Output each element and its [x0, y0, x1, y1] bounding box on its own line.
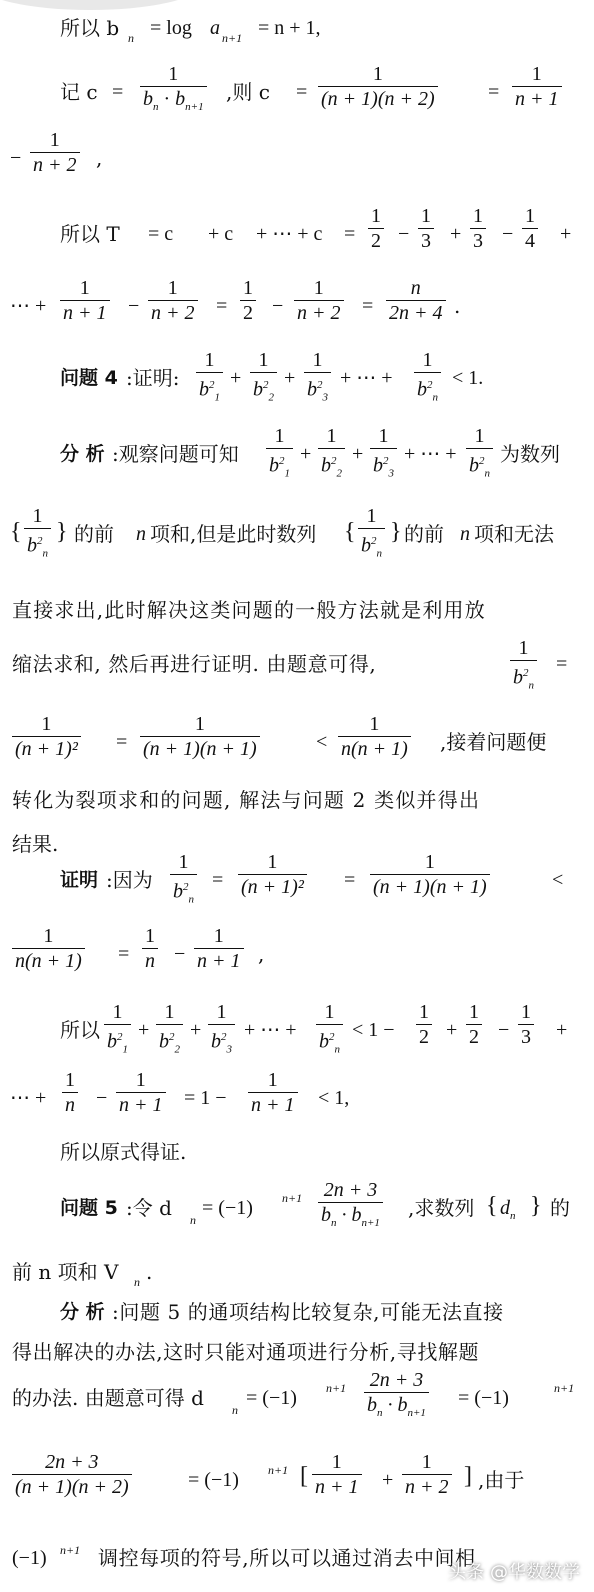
- text: ,由于: [478, 1468, 525, 1492]
- text: 直接求出,此时解决这类问题的一般方法就是利用放: [12, 598, 486, 622]
- analysis-4-line4: [0, 637, 594, 696]
- fraction: $\frac{1}{b^2_n}$: [170, 850, 197, 912]
- text: 所以原式得证.: [60, 1140, 187, 1164]
- fraction: $\frac{1}{b^2_2}$: [318, 424, 345, 486]
- fraction: $\frac{1}{n + 2}$: [402, 1450, 452, 1499]
- fraction: $\frac{1}{b^2_1}$: [104, 1000, 131, 1062]
- text: = log: [150, 17, 192, 39]
- fraction: $\frac{1}{n + 1}$: [116, 1068, 166, 1117]
- text: = (−1): [188, 1469, 239, 1491]
- text: −: [502, 223, 514, 245]
- line-cn-def: [0, 62, 594, 122]
- text: 项和无法: [474, 522, 554, 546]
- text: −: [498, 1019, 510, 1041]
- subscript: n: [232, 1403, 238, 1417]
- fraction: $\frac{1}{n + 2}$: [30, 128, 80, 177]
- text: 所以: [60, 1018, 100, 1042]
- text: +: [138, 1019, 150, 1041]
- text: =: [344, 869, 356, 891]
- proof-line1: [0, 850, 594, 906]
- fraction: $\frac{2n + 3}{b_n \cdot b_{n+1}}$: [364, 1368, 429, 1425]
- text: ,: [96, 146, 103, 170]
- text: ,则 c: [226, 80, 270, 104]
- text: = 1 −: [184, 1087, 227, 1109]
- fraction: $\frac{1}{b_n \cdot b_{n+1}}$: [140, 62, 207, 119]
- text: + ⋯ +: [244, 1019, 297, 1041]
- text: +: [352, 443, 364, 465]
- question-label: 问题 5: [60, 1197, 118, 1219]
- fraction: $\frac{n}{2n + 4}$: [386, 276, 446, 325]
- text: −: [10, 147, 22, 169]
- text: :因为: [106, 868, 153, 892]
- fraction: $\frac{2n + 3}{b_n \cdot b_{n+1}}$: [318, 1178, 383, 1235]
- text: +: [190, 1019, 202, 1041]
- proof-line3: [0, 1000, 594, 1056]
- text: 所以 T: [60, 222, 120, 246]
- fraction: $\frac{1}{\text{(n + 1)²}}$: [12, 712, 81, 761]
- brace: {: [10, 519, 22, 545]
- text: + ⋯ +: [340, 367, 393, 389]
- text: ⋯ +: [10, 295, 47, 317]
- text: a: [210, 17, 220, 39]
- text: :问题 5 的通项结构比较复杂,可能无法直接: [112, 1300, 504, 1324]
- fraction: $\frac{1}{b^2_n}$: [316, 1000, 343, 1062]
- analysis-4-line5: [0, 712, 594, 768]
- text: +: [446, 1019, 458, 1041]
- line-minus: [0, 128, 594, 184]
- fraction: $\frac{1}{n + 2}$: [294, 276, 344, 325]
- proof-label: 证明: [60, 869, 99, 891]
- fraction: $\frac{1}{b^2_3}$: [304, 348, 331, 410]
- text: < 1,: [318, 1087, 350, 1109]
- text: 所以 b: [60, 16, 120, 40]
- text: =: [212, 869, 224, 891]
- subscript: n: [190, 1213, 196, 1227]
- fraction: $\frac{1}{n}$: [142, 924, 158, 973]
- fraction: $\frac{1}{n + 1}$: [512, 62, 562, 111]
- subscript: n: [134, 1275, 140, 1289]
- text: + ⋯ +: [404, 443, 457, 465]
- fraction: $\frac{1}{(n + 1)(n + 2)}$: [318, 62, 438, 111]
- text: +: [382, 1469, 394, 1491]
- text: =: [116, 731, 128, 753]
- text: :观察问题可知: [112, 442, 239, 466]
- line-Tn: [0, 204, 594, 260]
- fraction: $\frac{1}{3}$: [418, 204, 434, 253]
- fraction: $\frac{1}{n(n + 1)}$: [12, 924, 85, 973]
- analysis-4-line1: [0, 424, 594, 484]
- text: −: [272, 295, 284, 317]
- fraction: $\frac{1}{b^2_n}$: [24, 504, 51, 566]
- fraction: $\frac{1}{3}$: [470, 204, 486, 253]
- fraction: $\frac{1}{3}$: [518, 1000, 534, 1049]
- text: 的前: [404, 522, 444, 546]
- question-label: 问题 4: [60, 367, 118, 389]
- text: <: [552, 869, 564, 891]
- text: =: [118, 943, 130, 965]
- text: =: [112, 81, 124, 103]
- fraction: $\frac{1}{(n + 1)(n + 1)}$: [370, 850, 490, 899]
- brace: }: [530, 1193, 542, 1219]
- text: = (−1): [246, 1387, 297, 1409]
- text: ,求数列: [408, 1196, 475, 1220]
- text: ,: [258, 942, 265, 966]
- text: < 1.: [452, 367, 484, 389]
- analysis-label: 分 析: [60, 443, 105, 465]
- fraction: $\frac{1}{2}$: [416, 1000, 432, 1049]
- superscript: n+1: [268, 1463, 289, 1477]
- question-4: [0, 348, 594, 404]
- fraction: $\frac{1}{b^2_2}$: [250, 348, 277, 410]
- superscript: n+1: [554, 1381, 575, 1395]
- text: 记 c: [60, 80, 98, 104]
- fraction: $\frac{2n + 3}{(n + 1)(n + 2)}$: [12, 1450, 132, 1499]
- fraction: $\frac{1}{n + 1}$: [60, 276, 110, 325]
- fraction: $\frac{1}{n + 1}$: [248, 1068, 298, 1117]
- text: +: [560, 223, 572, 245]
- analysis-4-line2: [0, 504, 594, 564]
- text: 得出解决的办法,这时只能对通项进行分析,寻找解题: [12, 1340, 480, 1364]
- text: ⋯ +: [10, 1087, 47, 1109]
- fraction: $\frac{1}{\text{(n + 1)²}}$: [238, 850, 307, 899]
- proof-line2: [0, 924, 594, 980]
- subscript: n+1: [222, 31, 243, 45]
- fraction: $\frac{1}{b^2_1}$: [196, 348, 223, 410]
- text: +: [556, 1019, 568, 1041]
- text: 为数列: [500, 442, 560, 466]
- text: 的办法. 由题意可得 d: [12, 1386, 204, 1410]
- fraction: $\frac{1}{(n + 1)(n + 1)}$: [140, 712, 260, 761]
- text: + c: [208, 223, 234, 245]
- brace: {: [486, 1193, 498, 1219]
- text: −: [398, 223, 410, 245]
- watermark: 头条 @华数数学: [448, 1562, 580, 1583]
- text: :令 d: [126, 1196, 172, 1220]
- text: −: [96, 1087, 108, 1109]
- bracket: [: [300, 1463, 308, 1489]
- fraction: $\frac{1}{b^2_3}$: [370, 424, 397, 486]
- fraction: $\frac{1}{b^2_n}$: [414, 348, 441, 410]
- text: +: [230, 367, 242, 389]
- fraction: $\frac{1}{2}$: [240, 276, 256, 325]
- brace: }: [390, 519, 402, 545]
- text: 转化为裂项求和的问题, 解法与问题 2 类似并得出: [12, 788, 481, 812]
- text: 项和,但是此时数列: [150, 522, 317, 546]
- text: 缩法求和, 然后再进行证明. 由题意可得,: [12, 652, 377, 676]
- fraction: $\frac{1}{b^2_3}$: [208, 1000, 235, 1062]
- text: +: [284, 367, 296, 389]
- brace: {: [344, 519, 356, 545]
- text: =: [344, 223, 356, 245]
- text: n: [460, 523, 470, 545]
- text: =: [488, 81, 500, 103]
- text: +: [300, 443, 312, 465]
- question-5: [0, 1178, 594, 1238]
- line-Tn-result: [0, 276, 594, 332]
- proof-line4: [0, 1068, 594, 1124]
- analysis-label: 分 析: [60, 1301, 105, 1323]
- text: + ⋯ + c: [256, 223, 323, 245]
- fraction: $\frac{1}{n + 2}$: [148, 276, 198, 325]
- text: 调控每项的符号,所以可以通过消去中间相: [98, 1546, 476, 1570]
- text: +: [450, 223, 462, 245]
- text: < 1 −: [352, 1019, 395, 1041]
- subscript: n: [128, 31, 134, 45]
- fraction: $\frac{1}{b^2_1}$: [266, 424, 293, 486]
- text: 的: [550, 1196, 570, 1220]
- text: (−1): [12, 1547, 47, 1569]
- fraction: $\frac{1}{2}$: [368, 204, 384, 253]
- superscript: n+1: [282, 1191, 303, 1205]
- text: 前 n 项和 V: [12, 1260, 119, 1284]
- text: = (−1): [202, 1197, 253, 1219]
- brace: }: [56, 519, 68, 545]
- text: 的前: [74, 522, 114, 546]
- text: ,接着问题便: [440, 730, 547, 754]
- text: $d_n$: [500, 1197, 516, 1222]
- text: <: [316, 731, 328, 753]
- text: −: [128, 295, 140, 317]
- text: =: [296, 81, 308, 103]
- text: =: [216, 295, 228, 317]
- fraction: $\frac{1}{b^2_n}$: [358, 504, 385, 566]
- bracket: ]: [464, 1463, 472, 1489]
- text: .: [146, 1260, 153, 1284]
- fraction: $\frac{1}{n + 1}$: [194, 924, 244, 973]
- superscript: n+1: [60, 1543, 81, 1557]
- text: = (−1): [458, 1387, 509, 1409]
- superscript: n+1: [326, 1381, 347, 1395]
- text: =: [556, 653, 568, 675]
- fraction: $\frac{1}{b^2_n}$: [510, 636, 537, 698]
- fraction: $\frac{1}{b^2_n}$: [466, 424, 493, 486]
- fraction: $\frac{1}{b^2_2}$: [156, 1000, 183, 1062]
- text: =: [362, 295, 374, 317]
- decorative-blob: [0, 0, 200, 10]
- text: = c: [148, 223, 174, 245]
- fraction: $\frac{1}{n(n + 1)}$: [338, 712, 411, 761]
- text: :证明:: [126, 366, 180, 390]
- text: n: [136, 523, 146, 545]
- fraction: $\frac{1}{n}$: [62, 1068, 78, 1117]
- text: = n + 1,: [258, 17, 321, 39]
- text: .: [454, 294, 461, 318]
- analysis-5-line3: [0, 1368, 594, 1428]
- analysis-5-line4: [0, 1450, 594, 1510]
- fraction: $\frac{1}{2}$: [466, 1000, 482, 1049]
- text: −: [174, 943, 186, 965]
- fraction: $\frac{1}{4}$: [522, 204, 538, 253]
- fraction: $\frac{1}{n + 1}$: [312, 1450, 362, 1499]
- text: 结果.: [12, 832, 59, 856]
